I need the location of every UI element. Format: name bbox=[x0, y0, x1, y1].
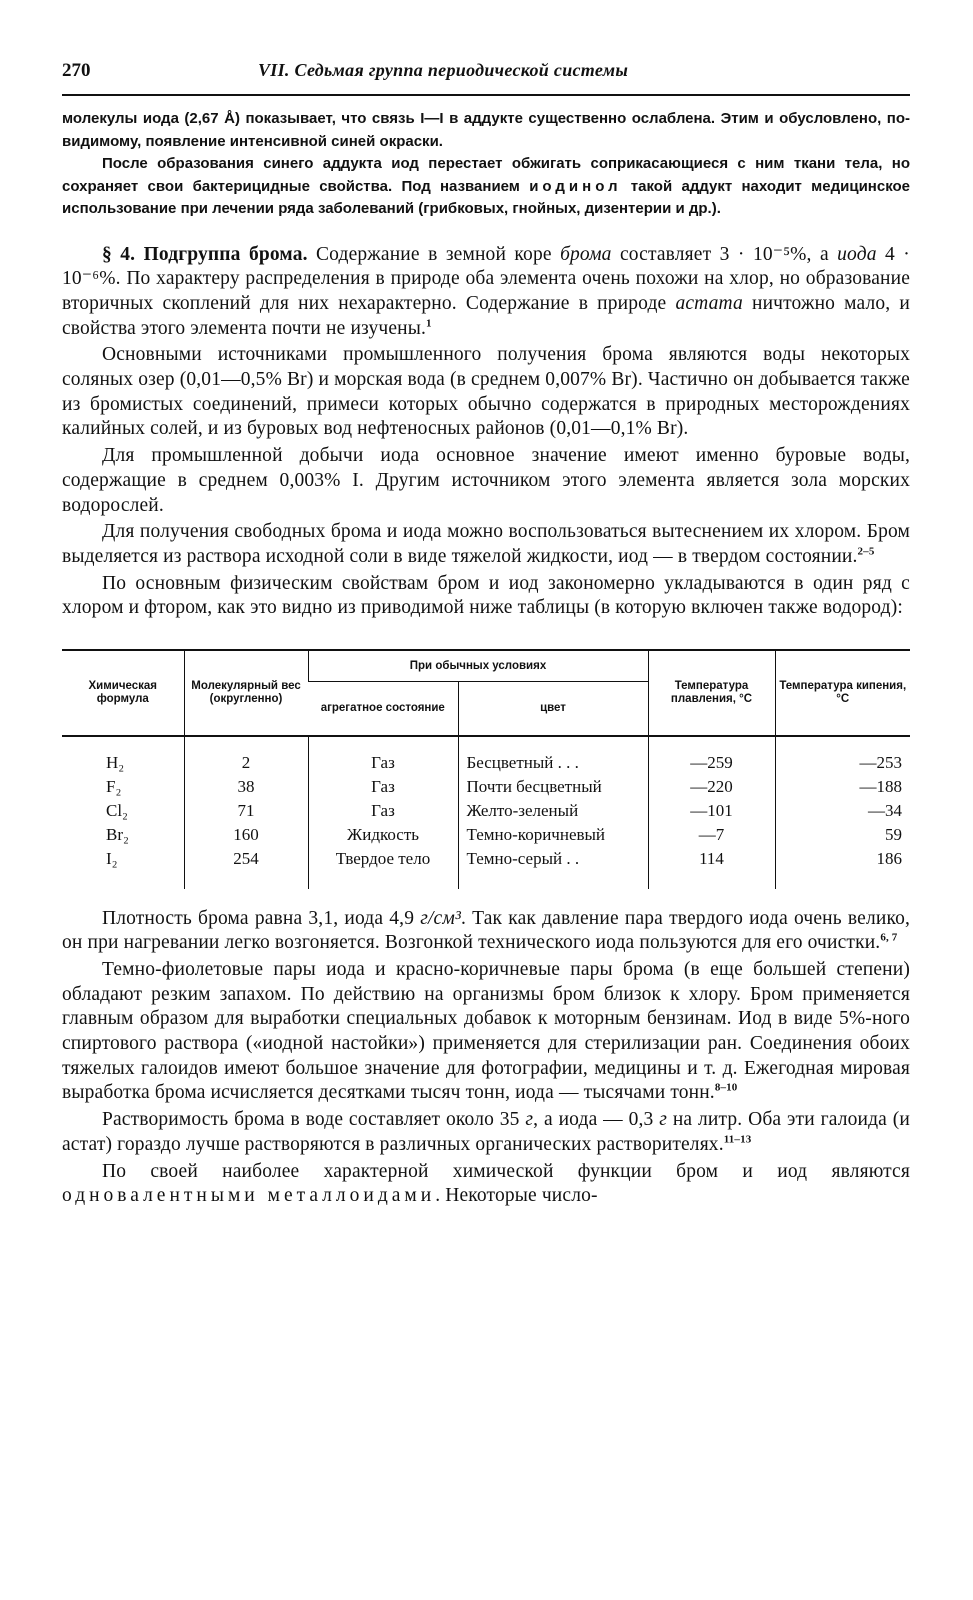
header-weight: Молекулярный вес (округленно) bbox=[184, 650, 308, 736]
cell-color: Бесцветный . . . bbox=[458, 736, 648, 775]
emphasized-term: одновалентными металлоидами bbox=[62, 1185, 436, 1207]
book-page bbox=[62, 60, 910, 1209]
cell-weight: 71 bbox=[184, 799, 308, 823]
cell-formula: I₂ bbox=[106, 848, 118, 868]
cell-boiling: —34 bbox=[775, 799, 910, 823]
footnote-ref: 1 bbox=[426, 317, 432, 330]
paragraph-properties: По основным физическим свойствам бром и иод закономерно укладываются в один ряд с хлором и фтором, как это видно из приводимой ниже таблицы (в которую включен также водород): bbox=[62, 572, 910, 619]
cell-color: Темно-серый . . bbox=[458, 847, 648, 889]
cell-state: Газ bbox=[308, 799, 458, 823]
paragraph-density: Плотность брома равна 3,1, иода 4,9 г/см³. Так как давление пара твердого иода очень велико, он при нагревании легко возгоняется. Возгонкой технического иода пользуются для его очистки.$^{6, 7}$ bbox=[62, 907, 910, 954]
cell-state: Твердое тело bbox=[308, 847, 458, 889]
table-row bbox=[62, 823, 910, 847]
page-number: 270 bbox=[62, 60, 91, 81]
cell-formula: Cl₂ bbox=[106, 800, 128, 820]
footnote-ref: 2–5 bbox=[857, 545, 875, 558]
cell-boiling: —253 bbox=[775, 736, 910, 775]
header-conditions: При обычных условиях bbox=[308, 650, 648, 682]
header-state: агрегатное состояние bbox=[308, 682, 458, 736]
cell-weight: 38 bbox=[184, 775, 308, 799]
cell-weight: 160 bbox=[184, 823, 308, 847]
paragraph-iodine-sources: Для промышленной добычи иода основное значение имеют именно буровые воды, содержащие в среднем 0,003% I. Другим источником этого элемента является зола морских водорослей. bbox=[62, 445, 910, 516]
header-boiling: Температура кипения, °С bbox=[775, 650, 910, 736]
cell-melting: —259 bbox=[648, 736, 775, 775]
cell-formula: H₂ bbox=[106, 752, 125, 772]
cell-melting: —101 bbox=[648, 799, 775, 823]
cell-melting: —220 bbox=[648, 775, 775, 799]
cell-weight: 2 bbox=[184, 736, 308, 775]
table-row bbox=[62, 775, 910, 799]
paragraph-production: Для получения свободных брома и иода можно воспользоваться вытеснением их хлором. Бром выделяется из раствора исходной соли в виде тяжелой жидкости, иод — в твердом состоянии.$^{2-5}$ bbox=[62, 521, 910, 567]
drug-name: иодинол bbox=[529, 177, 622, 195]
section-paragraph-1: § 4. Подгруппа брома. Содержание в земной коре брома составляет 3 · 10⁻⁵%, а иода 4 · 10⁻⁶%. По характеру распределения в природе оба элемента очень похожи на хлор, но образование вторичных скоплений для них нехарактерно. Содержание в природе астата ничтожно мало, и свойства этого элемента почти не изучены.$^1$ bbox=[62, 243, 911, 339]
cell-boiling: 186 bbox=[775, 847, 910, 889]
table-row bbox=[62, 847, 910, 889]
running-title: VII. Седьмая группа периодической системы bbox=[258, 60, 629, 80]
paragraph-bromine-sources: Основными источниками промышленного получения брома являются воды некоторых соляных озер (0,01—0,5% Br) и морская вода (в среднем 0,007% Br). Частично он добывается также из бромистых соединений, примеси которых обычно содержатся в природных месторождениях калийных солей, и из буровых вод нефтеносных районов (0,01—0,1% Br). bbox=[62, 344, 910, 440]
cell-color: Желто-зеленый bbox=[458, 799, 648, 823]
cell-melting: 114 bbox=[648, 847, 775, 889]
header-formula: Химическая формула bbox=[62, 650, 184, 736]
cell-formula: F₂ bbox=[106, 776, 122, 796]
cell-color: Почти бесцветный bbox=[458, 775, 648, 799]
cell-state: Жидкость bbox=[308, 823, 458, 847]
small-paragraph-2: После образования синего аддукта иод перестает обжигать соприкасающиеся с ним ткани тела, но сохраняет свои бактерицидные свойства. Под названием иодинол такой аддукт находит медицинское использование при лечении ряда заболеваний (грибковых, гнойных, дизентерии и др.). bbox=[62, 155, 911, 217]
paragraph-vapors: Темно-фиолетовые пары иода и красно-коричневые пары брома (в еще большей степени) обладают резким запахом. По действию на организмы бром близок к хлору. Бром применяется главным образом для выработки специальных добавок к моторным бензинам. Иод в виде 5%-ного спиртового раствора («иодной настойки») применяется для стерилизации ран. Соединения обоих тяжелых галоидов имеют большое значение для фотографии, медицины и т. д. Ежегодная мировая выработка брома исчисляется десятками тысяч тонн, иода — тысячами тонн.$^{8-10}$ bbox=[62, 958, 910, 1104]
cell-state: Газ bbox=[308, 736, 458, 775]
page-header bbox=[62, 60, 910, 96]
footnote-ref: 8–10 bbox=[714, 1081, 738, 1094]
header-melting: Температура плавления, °С bbox=[648, 650, 775, 736]
table-row bbox=[62, 799, 910, 823]
cell-boiling: —188 bbox=[775, 775, 910, 799]
properties-table bbox=[62, 649, 910, 889]
cell-state: Газ bbox=[308, 775, 458, 799]
paragraph-solubility: Растворимость брома в воде составляет около 35 г, а иода — 0,3 г на литр. Оба эти галоида (и астат) гораздо лучше растворяются в различных органических растворителях.$^{11-13}$ bbox=[62, 1109, 911, 1155]
unit: г/см³ bbox=[420, 907, 461, 929]
paragraph-valence: По своей наиболее характерной химической функции бром и иод являются одновалентными металлоидами. Некоторые число- bbox=[62, 1160, 910, 1207]
cell-weight: 254 bbox=[184, 847, 308, 889]
header-color: цвет bbox=[458, 682, 648, 736]
table-row bbox=[62, 736, 910, 775]
section-heading: § 4. Подгруппа брома. bbox=[102, 243, 308, 265]
cell-melting: —7 bbox=[648, 823, 775, 847]
cell-formula: Br₂ bbox=[106, 824, 129, 844]
cell-color: Темно-коричневый bbox=[458, 823, 648, 847]
footnote-ref: 11–13 bbox=[723, 1133, 752, 1146]
cell-boiling: 59 bbox=[775, 823, 910, 847]
small-paragraph-1: молекулы иода (2,67 Å) показывает, что связь I—I в аддукте существенно ослаблена. Этим и обусловлено, по-видимому, появление интенсивной синей окраски. bbox=[62, 110, 910, 150]
footnote-ref: 6, 7 bbox=[880, 931, 898, 944]
